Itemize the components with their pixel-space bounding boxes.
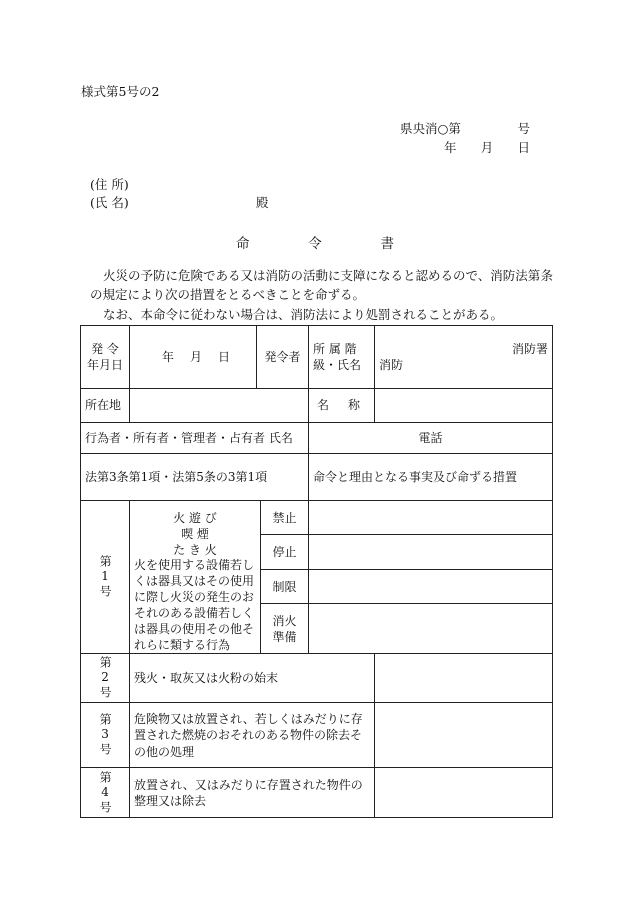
title-char-3: 書: [380, 236, 394, 252]
order-table: [80, 325, 553, 818]
phone-label: 電話: [309, 423, 553, 454]
issue-date-label-1: 発 令: [91, 341, 119, 356]
issue-date: [444, 138, 530, 156]
action-limit: 制限: [261, 569, 309, 603]
location-field[interactable]: [130, 389, 309, 423]
action-prep-field[interactable]: [309, 604, 553, 654]
location-label: 所在地: [81, 389, 130, 423]
affiliation-label-1: 所 属 階: [313, 341, 357, 356]
item-2-description: 残火・取灰又は火粉の始末: [130, 654, 375, 703]
action-ban: 禁止: [261, 501, 309, 535]
action-prep: [261, 604, 309, 654]
action-limit-field[interactable]: [309, 569, 553, 603]
item-3-label: [81, 703, 130, 768]
law-label: 法第3条第1項・法第5条の3第1項: [81, 454, 309, 501]
item-4-field[interactable]: [375, 768, 553, 818]
item-1-label-text: 第1号: [98, 555, 113, 600]
document-title: [236, 232, 394, 252]
address-label: (住 所): [90, 177, 129, 192]
issuer-label: 発令者: [257, 326, 309, 389]
meisho-char-2: 称: [348, 398, 361, 413]
item-4-label-text: 第4号: [98, 770, 113, 815]
honorific: 殿: [256, 195, 269, 210]
item-1-bonfire: た き 火: [173, 542, 217, 557]
issue-date-label-2: 年月日: [86, 358, 123, 372]
doc-suffix: 号: [517, 121, 530, 136]
item-1-desc-text: 火を使用する設備若しくは器具又はその使用に際し火災の発生のおそれのある設備若しくは器具の使用その他それらに類する行為: [134, 558, 255, 652]
ymd-month: 月: [189, 349, 202, 364]
item-1-label: [81, 501, 130, 654]
item-3-description: 危険物又は放置され、若しくはみだりに存置された燃焼のおそれのある物件の除去その他の処理: [130, 703, 375, 768]
body-line-1-article: 条: [540, 268, 553, 283]
action-stop: 停止: [261, 535, 309, 569]
item-2-field[interactable]: [375, 654, 553, 703]
item-4-description: 放置され、又はみだりに存置された物件の整理又は除去: [130, 768, 375, 818]
affiliation-label: [309, 326, 375, 389]
date-year: 年: [444, 140, 457, 155]
meisho-char-1: 名: [317, 398, 330, 413]
body-line-3: なお、本命令に従わない場合は、消防法により処罰されることがある。: [103, 307, 504, 322]
name-field[interactable]: [375, 389, 553, 423]
item-4-label: [81, 768, 130, 818]
action-prep-2: 準備: [272, 629, 297, 644]
item-1-fireplay: 火 遊 び: [173, 511, 217, 525]
action-stop-field[interactable]: [309, 535, 553, 569]
form-number: 様式第5号の2: [81, 84, 160, 99]
date-month: 月: [480, 140, 494, 155]
fire-label: 消防: [379, 358, 404, 372]
doc-prefix: 県央消○第: [400, 121, 461, 136]
order-reason-label: 命令と理由となる事実及び命ずる措置: [309, 454, 553, 501]
ymd-year: 年: [162, 349, 175, 364]
station-label: 消防署: [512, 341, 549, 356]
action-prep-1: 消火: [272, 613, 297, 628]
title-char-1: 命: [236, 236, 250, 252]
body-line-1: [103, 266, 553, 284]
affiliation-label-2: 級・氏名: [313, 358, 362, 372]
ymd-day: 日: [217, 349, 230, 364]
item-3-field[interactable]: [375, 703, 553, 768]
body-line-1-text: 火災の予防に危険である又は消防の活動に支障になると認めるので、消防法第: [103, 268, 541, 283]
name-label: [309, 389, 375, 423]
item-2-label-text: 第2号: [98, 656, 113, 701]
document-number: [400, 119, 530, 137]
item-3-label-text: 第3号: [98, 713, 113, 758]
item-1-smoking: 喫 煙: [181, 526, 209, 541]
issue-date-field[interactable]: [130, 326, 257, 389]
name-label: (氏 名): [90, 195, 129, 210]
actor-label: 行為者・所有者・管理者・占有者 氏名: [81, 423, 309, 454]
title-char-2: 令: [308, 236, 322, 252]
date-day: 日: [517, 140, 530, 155]
body-line-2: の規定により次の措置をとるべきことを命ずる。: [90, 287, 366, 302]
item-2-label: [81, 654, 130, 703]
item-1-description: [130, 501, 261, 654]
affiliation-field[interactable]: [375, 326, 553, 389]
issue-date-label: [81, 326, 130, 389]
action-ban-field[interactable]: [309, 501, 553, 535]
